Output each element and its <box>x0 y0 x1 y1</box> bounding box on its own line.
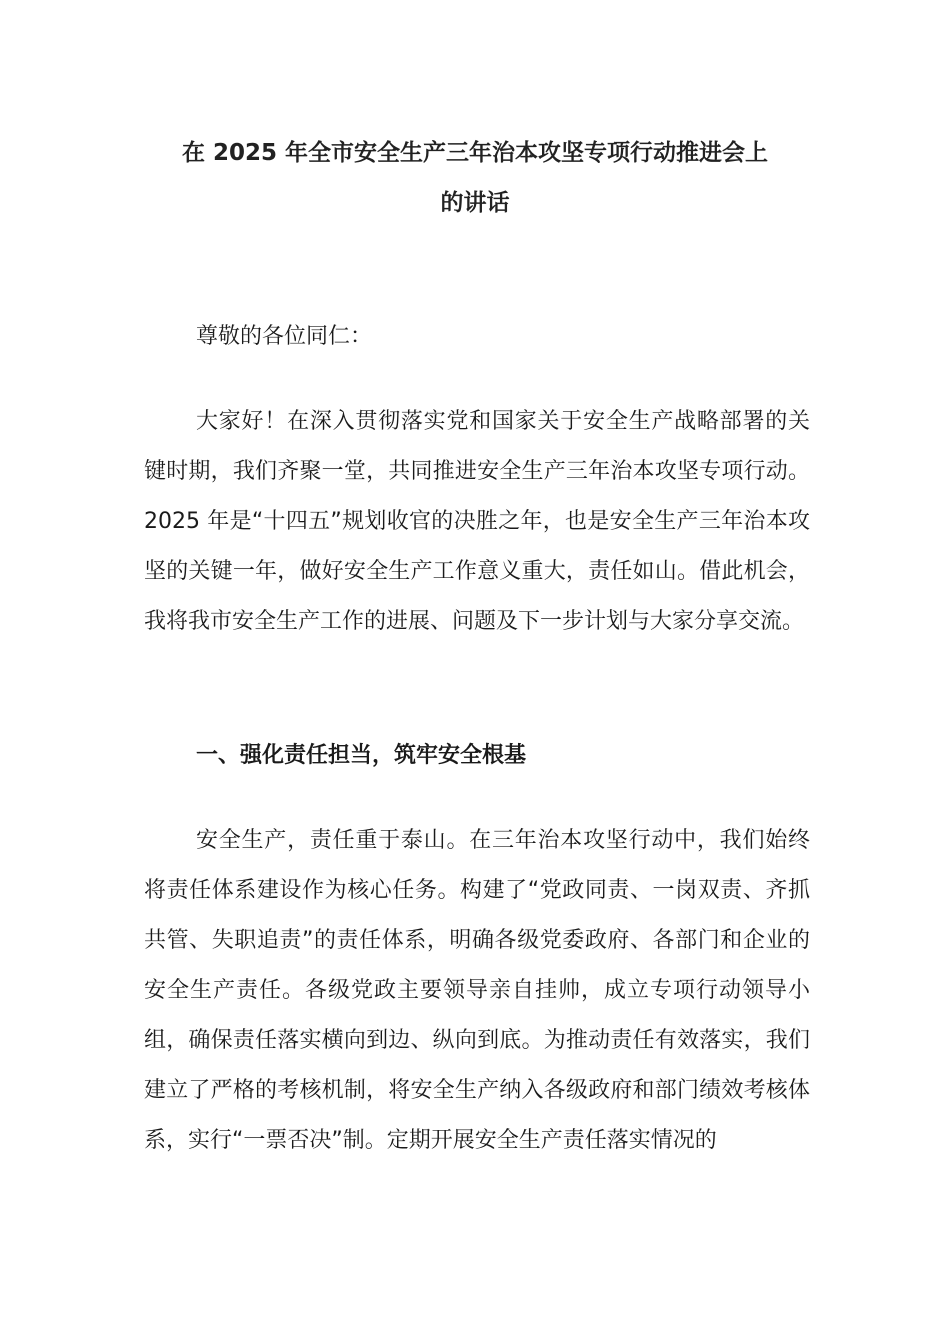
paragraph-opening: 大家好！在深入贯彻落实党和国家关于安全生产战略部署的关键时期，我们齐聚一堂，共同推进安全生产三年治本攻坚专项行动。2025 年是“十四五”规划收官的决胜之年，也是安全生产三年治本攻坚的关键一年，做好安全生产工作意义重大，责任如山。借此机会，我将我市安全生产工作的进展、问题及下一步计划与大家分享交流。 <box>144 409 810 634</box>
section-heading-1: 一、强化责任担当，筑牢安全根基 <box>196 743 527 768</box>
document-title <box>140 128 810 228</box>
salutation: 尊敬的各位同仁： <box>196 324 373 349</box>
paragraph-responsibility: 安全生产，责任重于泰山。在三年治本攻坚行动中，我们始终将责任体系建设作为核心任务。构建了“党政同责、一岗双责、齐抓共管、失职追责”的责任体系，明确各级党委政府、各部门和企业的安全生产责任。各级党政主要领导亲自挂帅，成立专项行动领导小组，确保责任落实横向到边、纵向到底。为推动责任有效落实，我们建立了严格的考核机制，将安全生产纳入各级政府和部门绩效考核体系，实行“一票否决”制。定期开展安全生产责任落实情况的 <box>144 828 810 1153</box>
title-line-1: 在 2025 年全市安全生产三年治本攻坚专项行动推进会上 <box>181 140 769 166</box>
title-line-2: 的讲话 <box>440 190 510 216</box>
